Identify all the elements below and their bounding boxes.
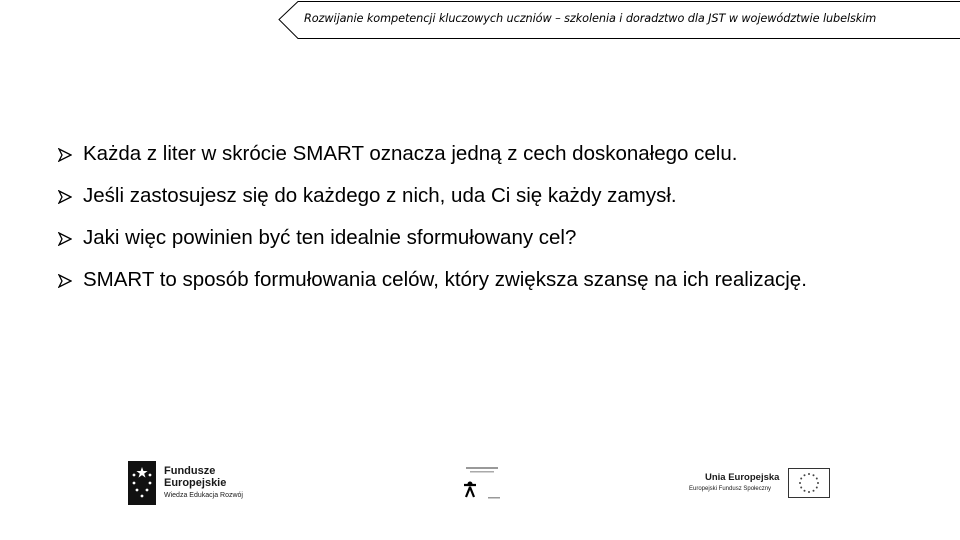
- eu-star: [813, 474, 815, 476]
- fundusze-europejskie-logo: [128, 461, 268, 507]
- arrowhead-icon: [58, 232, 72, 246]
- arrowhead-icon: [58, 190, 72, 204]
- partner-mark-icon: [460, 463, 508, 505]
- header-title: Rozwijanie kompetencji kluczowych uczniów – szkolenia i doradztwo dla JST w województwie lubelskim: [304, 12, 877, 25]
- eu-star: [808, 473, 810, 475]
- eu-star: [816, 478, 818, 480]
- bullet-text: Jaki więc powinien być ten idealnie sformułowany cel?: [83, 226, 577, 249]
- header-banner: [278, 1, 960, 38]
- ue-logo-subtitle: Europejski Fundusz Społeczny: [689, 486, 772, 492]
- eu-star: [816, 487, 818, 489]
- arrowhead-icon: [58, 274, 72, 288]
- fe-logo-name: Fundusze Europejskie: [164, 465, 227, 489]
- bullet-text: SMART to sposób formułowania celów, który zwiększa szansę na ich realizację.: [83, 268, 807, 291]
- fundusze-europejskie-mark-icon: [128, 461, 156, 505]
- eu-star: [804, 490, 806, 492]
- bullet-text: Jeśli zastosujesz się do każdego z nich, uda Ci się każdy zamysł.: [83, 184, 677, 207]
- eu-star: [817, 482, 819, 484]
- eu-star: [800, 487, 802, 489]
- arrowhead-icon: [58, 148, 72, 162]
- fe-logo-subtitle: Wiedza Edukacja Rozwój: [164, 492, 243, 499]
- eu-star: [804, 474, 806, 476]
- eu-star: [799, 482, 801, 484]
- center-partner-logo: [460, 463, 508, 505]
- footer-logos: [0, 455, 960, 515]
- bullet-text: Każda z liter w skrócie SMART oznacza jedną z cech doskonałego celu.: [83, 142, 738, 165]
- ue-logo-title: Unia Europejska: [705, 472, 780, 483]
- eu-star: [800, 478, 802, 480]
- unia-europejska-logo: [686, 465, 834, 501]
- eu-flag-icon: [788, 468, 830, 498]
- eu-star: [808, 491, 810, 493]
- eu-star: [813, 490, 815, 492]
